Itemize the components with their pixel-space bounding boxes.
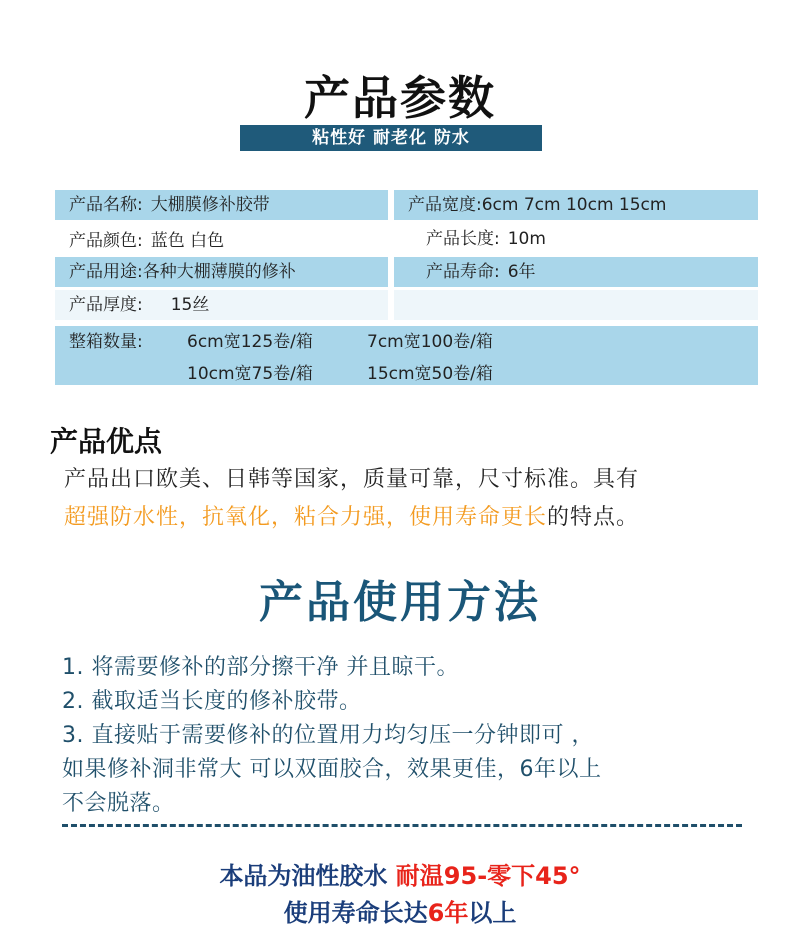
param-life-row xyxy=(394,257,758,287)
param-thick-label: 产品厚度: xyxy=(69,295,143,315)
param-life-label: 产品寿命: xyxy=(426,262,500,282)
param-box-item: 6cm宽125卷/箱 xyxy=(187,332,313,352)
advantages-line1: 产品出口欧美、日韩等国家，质量可靠，尺寸标准。具有 xyxy=(64,467,640,492)
param-width-row xyxy=(394,190,758,220)
note-line1 xyxy=(0,856,800,891)
param-box-label: 整箱数量: xyxy=(69,332,143,352)
note-lifetime: 6年 xyxy=(427,899,469,927)
param-color-label: 产品颜色: xyxy=(69,231,143,251)
param-box-row xyxy=(55,326,758,385)
usage-step: 不会脱落。 xyxy=(62,791,175,816)
note-line2-suffix: 以上 xyxy=(468,899,517,927)
usage-step: 2. 截取适当长度的修补胶带。 xyxy=(62,689,362,714)
param-width-value: 6cm 7cm 10cm 15cm xyxy=(481,195,667,215)
param-box-item: 10cm宽75卷/箱 xyxy=(187,364,313,384)
param-use-row xyxy=(55,257,388,287)
param-name-value: 大棚膜修补胶带 xyxy=(150,195,270,215)
advantages-heading: 产品优点 xyxy=(50,425,163,458)
param-name-row xyxy=(55,190,388,220)
param-thick-row xyxy=(55,290,388,320)
param-length-row xyxy=(394,224,758,254)
dashed-divider xyxy=(62,824,742,827)
note-line2-prefix: 使用寿命长达 xyxy=(283,899,428,927)
usage-step: 1. 将需要修补的部分擦干净 并且晾干。 xyxy=(62,655,459,680)
param-box-item: 15cm宽50卷/箱 xyxy=(367,364,493,384)
note-line1-prefix: 本品为油性胶水 xyxy=(219,862,396,890)
param-thick-value: 15丝 xyxy=(170,295,210,315)
param-color-value: 蓝色 白色 xyxy=(150,231,225,251)
param-use-value: 各种大棚薄膜的修补 xyxy=(142,262,296,282)
param-empty-cell xyxy=(394,290,758,320)
advantages-line2-tail: 的特点。 xyxy=(547,505,640,530)
advantages-highlight: 超强防水性，抗氧化，粘合力强，使用寿命更长 xyxy=(64,505,548,530)
usage-step: 3. 直接贴于需要修补的位置用力均匀压一分钟即可 ， xyxy=(62,723,594,748)
usage-step: 如果修补洞非常大 可以双面胶合，效果更佳，6年以上 xyxy=(62,757,602,782)
advantages-line2 xyxy=(64,500,639,531)
note-line2 xyxy=(0,893,800,928)
note-temperature: 耐温95-零下45° xyxy=(395,862,581,890)
param-color-row xyxy=(55,226,388,256)
param-life-value: 6年 xyxy=(507,262,536,282)
param-width-label: 产品宽度: xyxy=(408,195,482,215)
param-use-label: 产品用途: xyxy=(69,262,143,282)
param-name-label: 产品名称: xyxy=(69,195,143,215)
param-length-value: 10m xyxy=(507,229,546,249)
param-box-item: 7cm宽100卷/箱 xyxy=(367,332,493,352)
usage-title: 产品使用方法 xyxy=(259,577,541,628)
page-title: 产品参数 xyxy=(304,71,496,125)
subtitle-banner: 粘性好 耐老化 防水 xyxy=(240,125,542,151)
param-length-label: 产品长度: xyxy=(426,229,500,249)
